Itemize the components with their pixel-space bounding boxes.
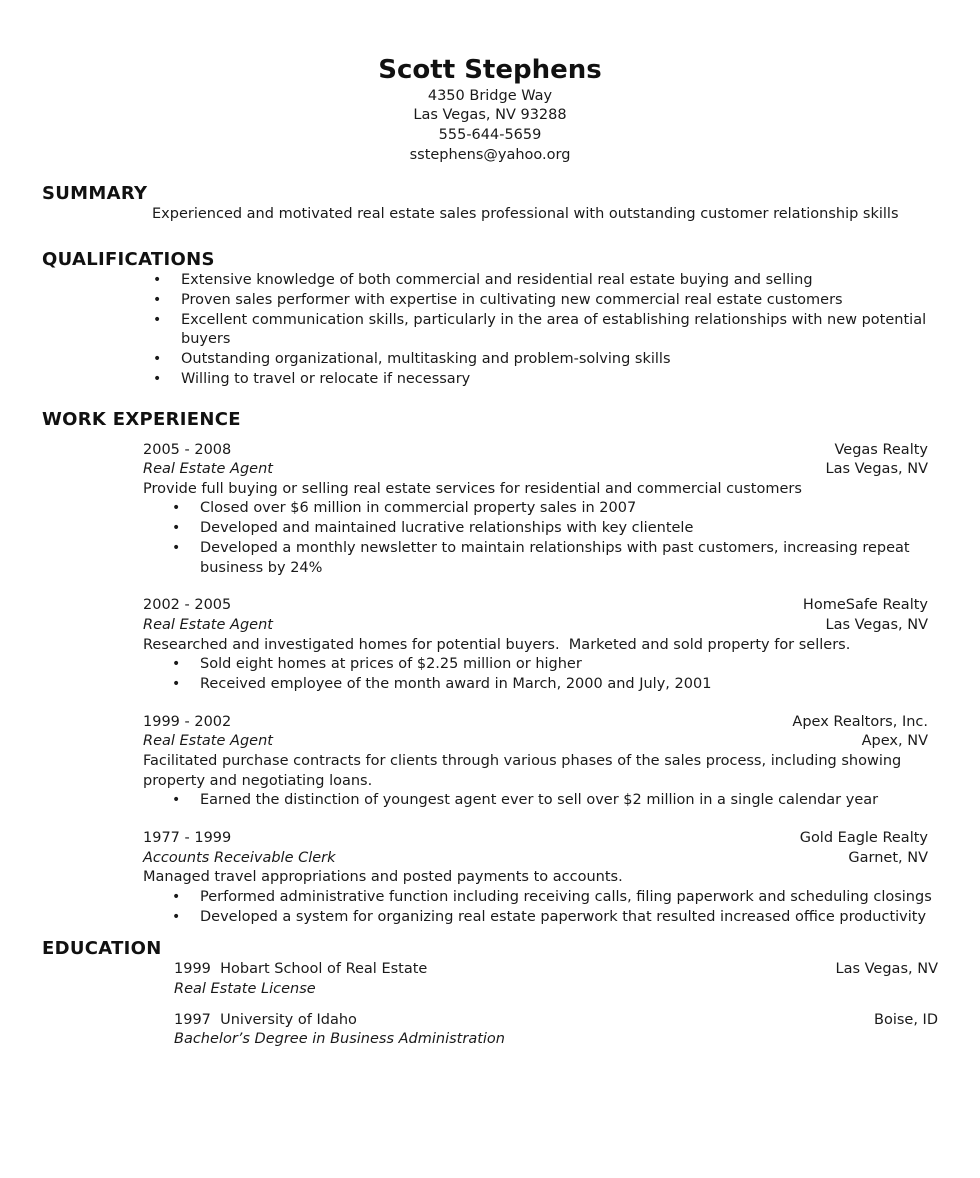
job-bullet: • Performed administrative function including receiving calls, filing paperwork and scheduling closings [200, 889, 932, 905]
job-company: HomeSafe Realty [802, 597, 928, 613]
education-degree: Bachelor’s Degree in Business Administration [174, 1031, 505, 1047]
job-location: Las Vegas, NV [825, 617, 928, 633]
job-description: Provide full buying or selling real estate services for residential and commercial customers [143, 481, 802, 497]
job-title: Real Estate Agent [143, 461, 273, 477]
job-description: property and negotiating loans. [143, 773, 373, 789]
resume-name: Scott Stephens [378, 55, 602, 85]
job-title: Real Estate Agent [143, 733, 273, 749]
job-company: Gold Eagle Realty [799, 830, 928, 846]
qualification-item: • Outstanding organizational, multitasking and problem-solving skills [181, 351, 671, 367]
work-experience-heading: WORK EXPERIENCE [42, 409, 241, 430]
summary-heading: SUMMARY [42, 183, 148, 204]
address-line-2: Las Vegas, NV 93288 [413, 107, 567, 123]
job-bullet-continued: business by 24% [200, 560, 323, 576]
address-line-1: 4350 Bridge Way [427, 88, 553, 104]
qualification-item: • Willing to travel or relocate if necessary [181, 371, 470, 387]
phone: 555-644-5659 [438, 127, 542, 143]
job-years: 2002 - 2005 [143, 597, 232, 613]
qualification-item-continued: buyers [181, 331, 231, 347]
job-location: Garnet, NV [848, 850, 928, 866]
education-location: Las Vegas, NV [835, 961, 938, 977]
qualification-item: • Proven sales performer with expertise in cultivating new commercial real estate customers [181, 292, 843, 308]
job-bullet: • Developed a monthly newsletter to maintain relationships with past customers, increasing repeat [200, 540, 910, 556]
qualification-item: • Excellent communication skills, particularly in the area of establishing relationships with new potential [181, 312, 926, 328]
job-description: Researched and investigated homes for potential buyers. Marketed and sold property for sellers. [143, 637, 851, 653]
job-location: Las Vegas, NV [825, 461, 928, 477]
education-location: Boise, ID [874, 1012, 938, 1028]
job-years: 1977 - 1999 [143, 830, 232, 846]
job-years: 1999 - 2002 [143, 714, 232, 730]
job-bullet: • Sold eight homes at prices of $2.25 million or higher [200, 656, 582, 672]
qualifications-heading: QUALIFICATIONS [42, 249, 215, 270]
job-title: Accounts Receivable Clerk [143, 850, 336, 866]
job-bullet: • Developed a system for organizing real estate paperwork that resulted increased office productivity [200, 909, 926, 925]
email: sstephens@yahoo.org [409, 147, 571, 163]
qualification-item: • Extensive knowledge of both commercial and residential real estate buying and selling [181, 272, 813, 288]
job-description: Facilitated purchase contracts for clients through various phases of the sales process, including showing [143, 753, 902, 769]
summary-text: Experienced and motivated real estate sales professional with outstanding customer relationship skills [152, 206, 899, 222]
education-degree: Real Estate License [174, 981, 316, 997]
education-entry: 1997 University of Idaho [174, 1012, 357, 1028]
education-heading: EDUCATION [42, 938, 162, 959]
job-company: Vegas Realty [834, 442, 928, 458]
job-bullet: • Earned the distinction of youngest agent ever to sell over $2 million in a single calendar year [200, 792, 878, 808]
job-bullet: • Developed and maintained lucrative relationships with key clientele [200, 520, 693, 536]
job-bullet: • Closed over $6 million in commercial property sales in 2007 [200, 500, 636, 516]
job-company: Apex Realtors, Inc. [792, 714, 928, 730]
job-title: Real Estate Agent [143, 617, 273, 633]
job-description: Managed travel appropriations and posted payments to accounts. [143, 869, 623, 885]
job-location: Apex, NV [861, 733, 928, 749]
job-years: 2005 - 2008 [143, 442, 232, 458]
job-bullet: • Received employee of the month award in March, 2000 and July, 2001 [200, 676, 711, 692]
education-entry: 1999 Hobart School of Real Estate [174, 961, 428, 977]
